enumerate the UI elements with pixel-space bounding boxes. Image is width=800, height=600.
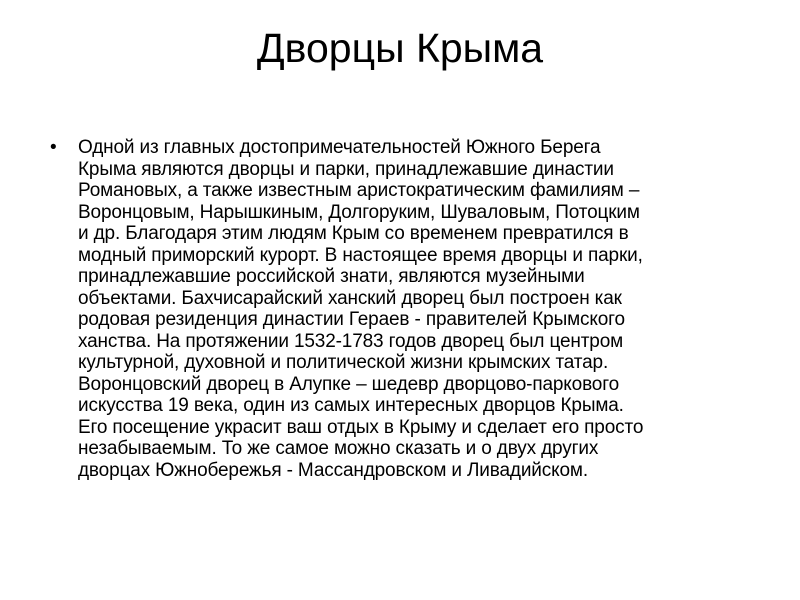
text-line: искусства 19 века, один из самых интересных дворцов Крыма. <box>78 395 624 416</box>
text-line: культурной, духовной и политической жизни крымских татар. <box>78 352 609 373</box>
text-line: дворцах Южнобережья - Массандровском и Ливадийском. <box>78 459 588 481</box>
slide-title: Дворцы Крыма <box>256 25 544 71</box>
text-line: объектами. Бахчисарайский ханский дворец был построен как <box>78 287 622 309</box>
bullet-paragraph <box>78 137 765 481</box>
text-line: и др. Благодаря этим людям Крым со временем превратился в <box>78 223 629 244</box>
bullet-dot-icon: • <box>50 137 57 158</box>
bullet-list <box>50 137 765 481</box>
text-line: родовая резиденция династии Гераев - правителей Крымского <box>78 309 625 330</box>
text-line: ханства. На протяжении 1532-1783 годов дворец был центром <box>78 330 624 352</box>
text-line: Крыма являются дворцы и парки, принадлежавшие династии <box>78 158 614 180</box>
text-line: принадлежавшие российской знати, являются музейными <box>78 266 585 287</box>
text-line: Воронцовский дворец в Алупке – шедевр дворцово-паркового <box>78 373 620 395</box>
text-line: Его посещение украсит ваш отдых в Крыму и сделает его просто <box>78 416 644 438</box>
text-line: Воронцовым, Нарышкиным, Долгоруким, Шуваловым, Потоцким <box>78 201 640 223</box>
text-line: модный приморский курорт. В настоящее время дворцы и парки, <box>78 244 643 266</box>
text-line: Романовых, а также известным аристократическим фамилиям – <box>78 180 640 201</box>
bullet-item <box>50 137 765 481</box>
text-line: Одной из главных достопримечательностей Южного Берега <box>78 137 601 158</box>
text-line: незабываемым. То же самое можно сказать и о двух других <box>78 438 599 459</box>
